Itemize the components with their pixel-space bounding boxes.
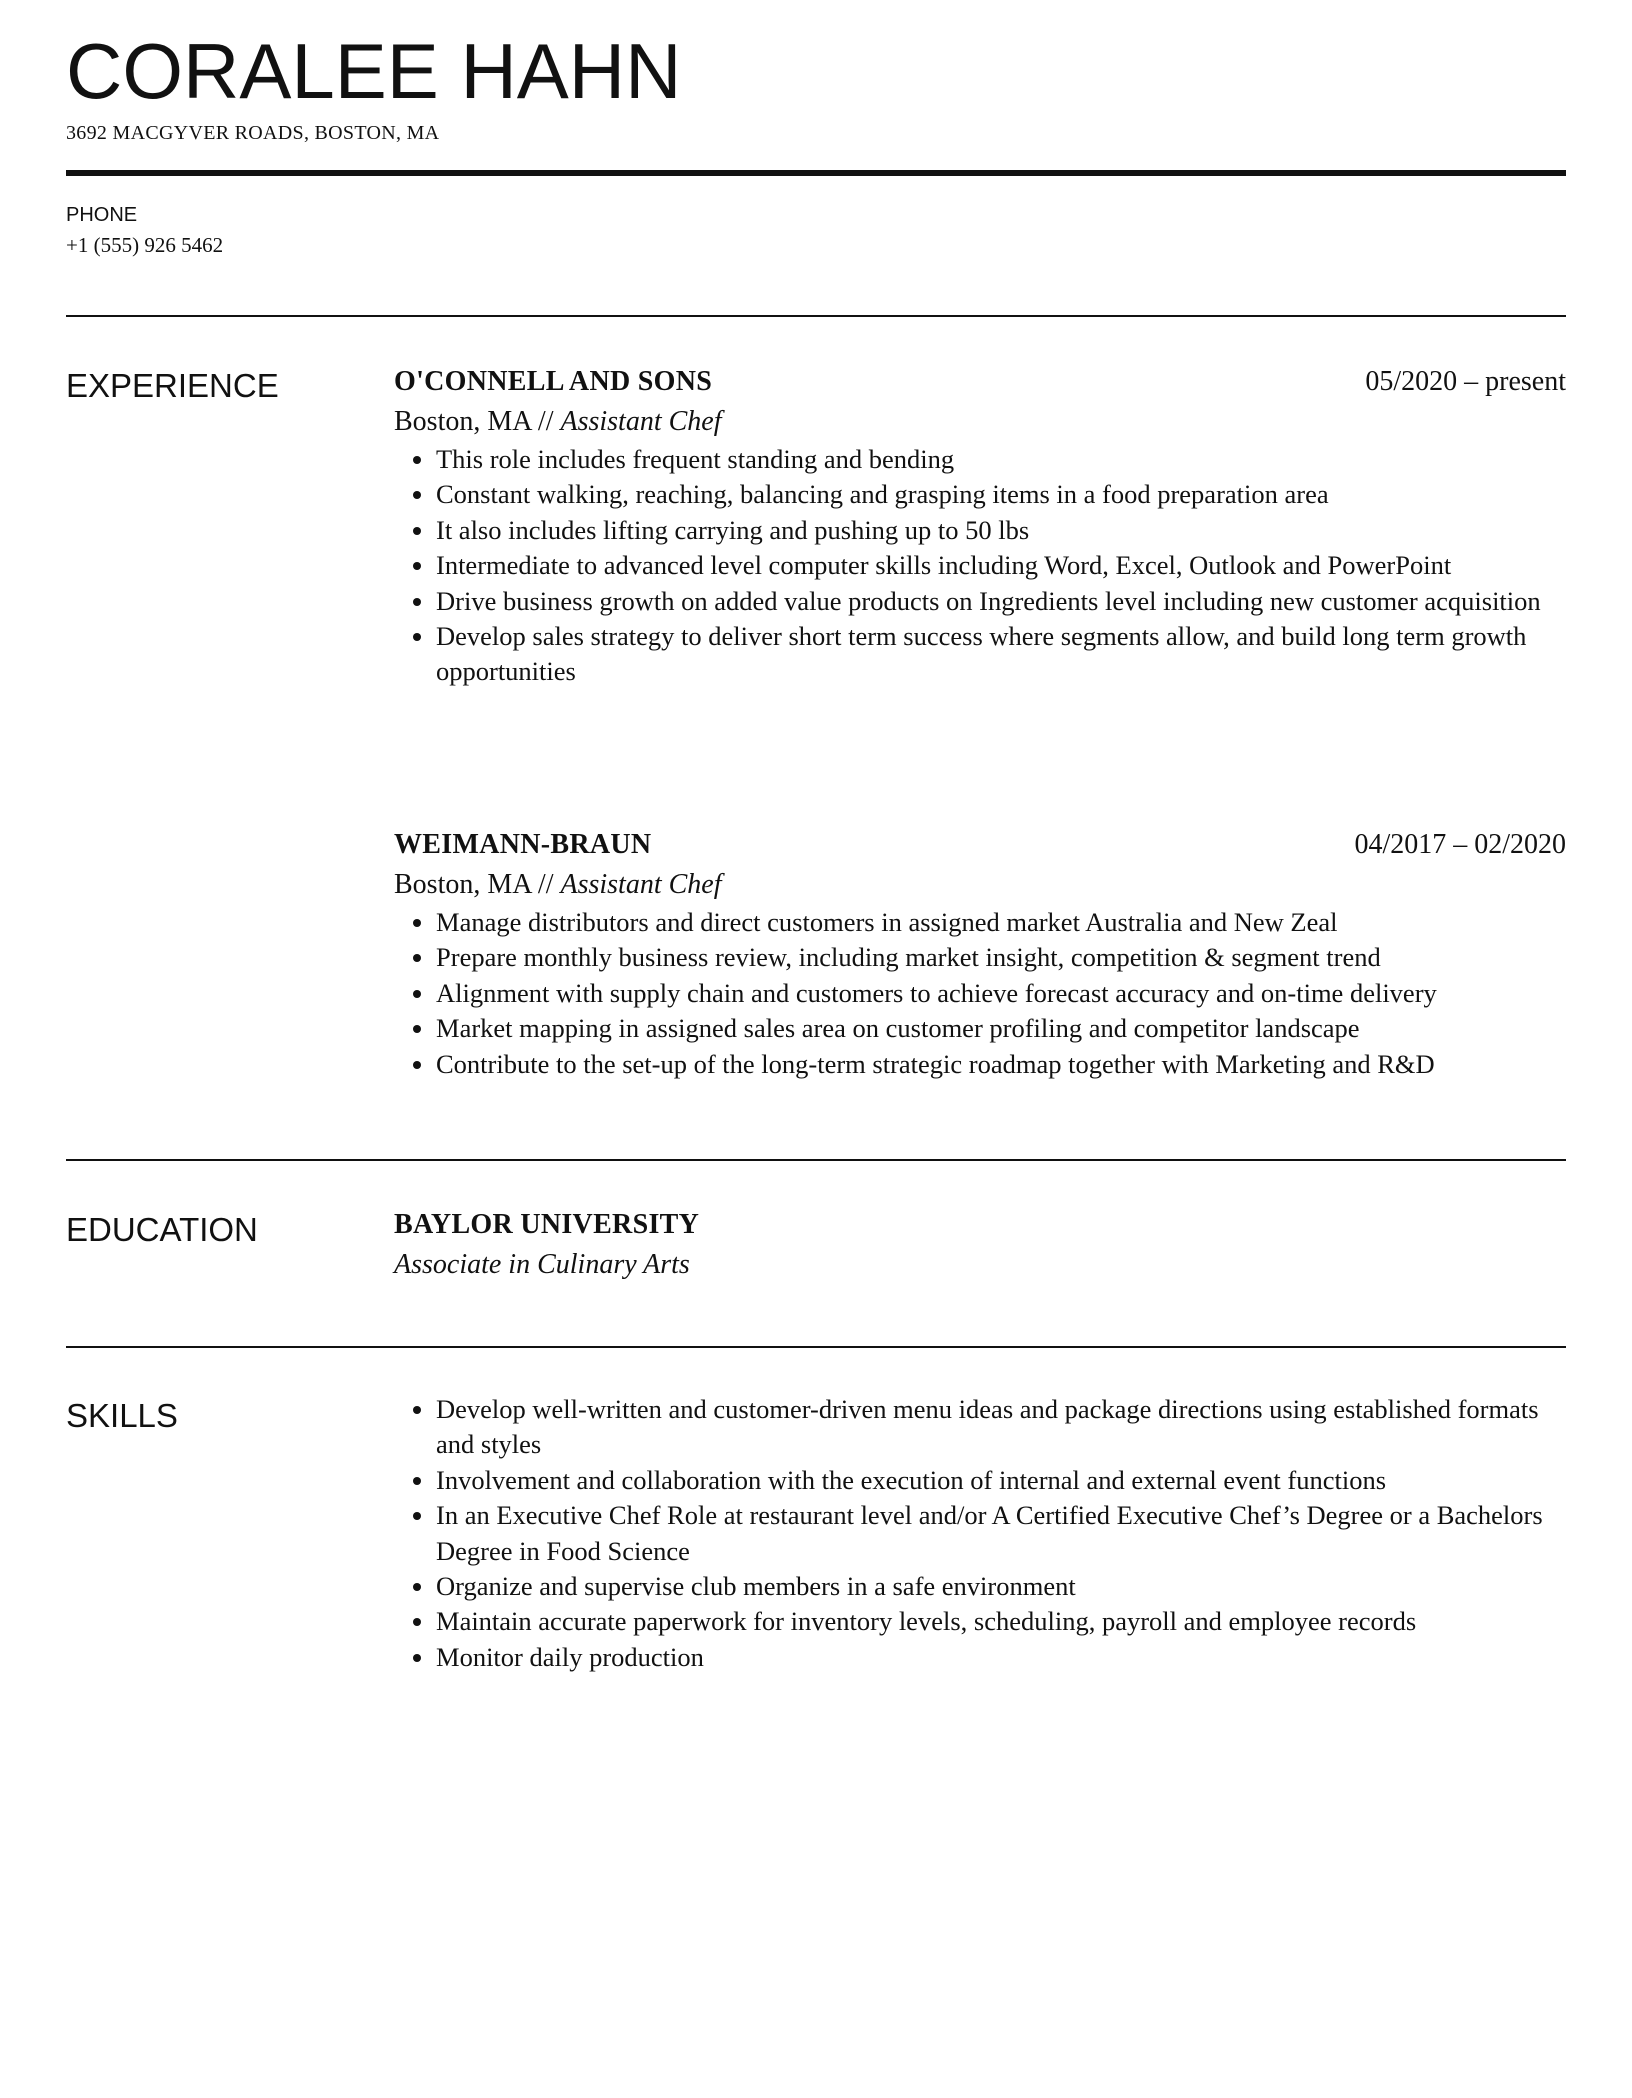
job-role: Assistant Chef <box>560 406 722 437</box>
employer-name: WEIMANN-BRAUN <box>394 829 652 860</box>
skill-item: • In an Executive Chef Role at restaurant level and/or A Certified Executive Chef’s Degree or a Bachelors Degree in Food Science <box>436 1498 1566 1569</box>
bullet-item: • Intermediate to advanced level computer skills including Word, Excel, Outlook and PowerPoint <box>436 548 1566 583</box>
experience-heading: EXPERIENCE <box>66 367 279 404</box>
phone-number: +1 (555) 926 5462 <box>66 233 224 257</box>
bullet-item: • Manage distributors and direct customers in assigned market Australia and New Zeal <box>436 905 1566 940</box>
job-entry <box>394 825 1566 1082</box>
bullet-item: • Alignment with supply chain and customers to achieve forecast accuracy and on-time delivery <box>436 976 1566 1011</box>
address: 3692 MACGYVER ROADS, BOSTON, MA <box>66 122 440 144</box>
bullet-item: • It also includes lifting carrying and pushing up to 50 lbs <box>436 513 1566 548</box>
job-bullets <box>394 442 1566 690</box>
skills-list-container <box>394 1392 1566 1675</box>
bullet-item: • Develop sales strategy to deliver short term success where segments allow, and build long term growth opportunities <box>436 619 1566 690</box>
bullet-item: • This role includes frequent standing and bending <box>436 442 1566 477</box>
skill-item: • Monitor daily production <box>436 1640 1566 1675</box>
job-location: Boston, MA // <box>394 406 554 437</box>
bullet-item: • Drive business growth on added value products on Ingredients level including new customer acquisition <box>436 584 1566 619</box>
bullet-item: • Market mapping in assigned sales area on customer profiling and competitor landscape <box>436 1011 1566 1046</box>
degree: Associate in Culinary Arts <box>394 1249 690 1280</box>
skill-item: • Organize and supervise club members in a safe environment <box>436 1569 1566 1604</box>
education-heading: EDUCATION <box>66 1211 258 1248</box>
section-divider <box>66 1159 1566 1161</box>
skill-item: • Involvement and collaboration with the execution of internal and external event functions <box>436 1463 1566 1498</box>
candidate-name: CORALEE HAHN <box>66 27 682 115</box>
section-divider <box>66 315 1566 317</box>
job-dates: 05/2020 – present <box>1365 366 1566 397</box>
employer-name: O'CONNELL AND SONS <box>394 366 713 397</box>
bullet-item: • Constant walking, reaching, balancing and grasping items in a food preparation area <box>436 477 1566 512</box>
job-location: Boston, MA // <box>394 869 554 900</box>
job-entry <box>394 362 1566 690</box>
job-bullets <box>394 905 1566 1082</box>
skills-list <box>394 1392 1566 1675</box>
skills-heading: SKILLS <box>66 1397 178 1434</box>
school-name: BAYLOR UNIVERSITY <box>394 1209 700 1240</box>
bullet-item: • Prepare monthly business review, including market insight, competition & segment trend <box>436 940 1566 975</box>
header-divider <box>66 170 1566 176</box>
job-dates: 04/2017 – 02/2020 <box>1354 829 1566 860</box>
education-entry <box>394 1205 1566 1285</box>
skill-item: • Maintain accurate paperwork for inventory levels, scheduling, payroll and employee records <box>436 1604 1566 1639</box>
section-divider <box>66 1346 1566 1348</box>
bullet-item: • Contribute to the set-up of the long-term strategic roadmap together with Marketing and R&D <box>436 1047 1566 1082</box>
skill-item: • Develop well-written and customer-driven menu ideas and package directions using established formats and styles <box>436 1392 1566 1463</box>
phone-label: PHONE <box>66 204 138 226</box>
job-role: Assistant Chef <box>560 869 722 900</box>
